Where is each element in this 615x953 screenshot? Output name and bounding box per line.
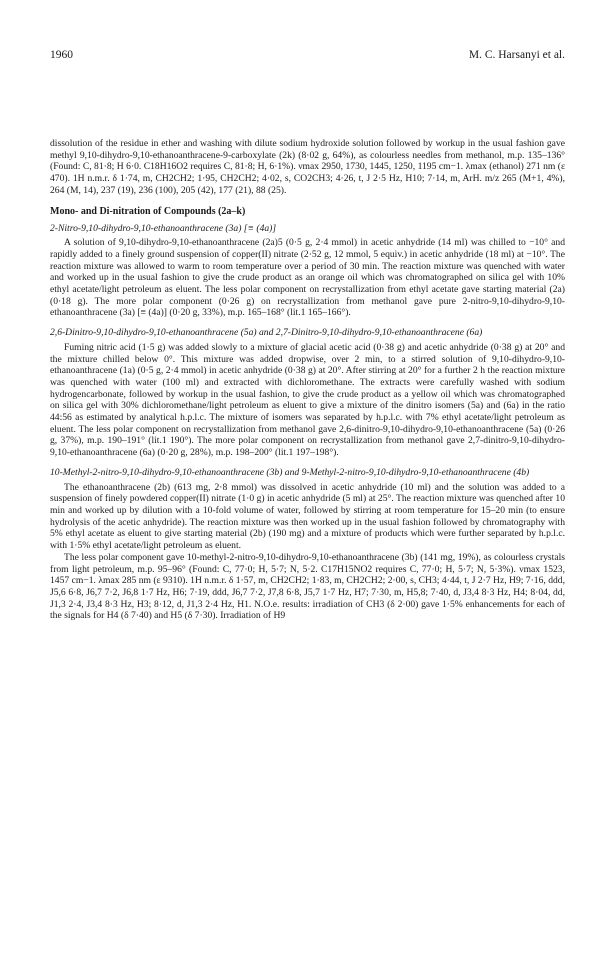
section-heading: Mono- and Di-nitration of Compounds (2a–k) <box>50 205 246 217</box>
compound-heading-3a: 2-Nitro-9,10-dihydro-9,10-ethanoanthracene (3a) [≡ (4a)] <box>50 222 277 234</box>
procedure-paragraph-3b-4b: The ethanoanthracene (2b) (613 mg, 2·8 mmol) was dissolved in acetic anhydride (10 ml) and the solution was added to a suspension of finely powdered copper(II) nitrate (1·0 g) in acetic anhydride (5 ml) at 25°. The reaction mixture was quenched after 10 min and worked up by dilution with a 10-fold volume of water, followed by stirring at room temperature for 15–20 min (to ensure hydrolysis of the acetic anhydride). The reaction mixture was then worked up in the usual fashion followed by chromatography with 5% ethyl acetate as eluent to give starting material (2b) (190 mg) and a mixture of products which were further separated by h.p.l.c. with 1·5% ethyl acetate/light petroleum as eluent. <box>50 481 565 552</box>
page-number: 1960 <box>50 49 73 61</box>
running-author: M. C. Harsanyi et al. <box>468 49 565 61</box>
article-body <box>50 138 565 622</box>
compound-heading-3b-4b: 10-Methyl-2-nitro-9,10-dihydro-9,10-ethanoanthracene (3b) and 9-Methyl-2-nitro-9,10-dihydro-9,10-ethanoanthracene (4b) <box>50 466 530 478</box>
procedure-paragraph-5a-6a: Fuming nitric acid (1·5 g) was added slowly to a mixture of glacial acetic acid (0·38 g) and acetic anhydride (0·38 g) at 20° and the mixture chilled below 0°. This mixture was added dropwise, over 2 min, to a stirred solution of 9,10-dihydro-9,10-ethanoanthracene (1a) (0·5 g, 2·4 mmol) in acetic anhydride (0·38 g) at 20°. After stirring at 20° for a further 2 h the reaction mixture was quenched with water (100 ml) and extracted with dichloromethane. The extracts were carefully washed with sodium hydrogencarbonate, followed by workup in the usual fashion, to give the crude product as a yellow oil which was chromatographed on silica gel with 30% dichloromethane/light petroleum as eluent to give a mixture of the dinitro isomers (5a) and (6a) in the ratio 44:56 as estimated by analytical h.p.l.c. The mixture of isomers was separated by h.p.l.c. with 7% ethyl acetate/light petroleum as eluent. The less polar component on recrystallization from methanol gave 2,6-dinitro-9,10-dihydro-9,10-ethanoanthracene (5a) (0·26 g, 37%), m.p. 190–191° (lit.1 190°). The more polar component on recrystallization from methanol gave 2,7-dinitro-9,10-dihydro-9,10-ethanoanthracene (6a) (0·20 g, 28%), m.p. 198–200° (lit.1 197–198°). <box>50 341 565 459</box>
compound-heading-5a-6a: 2,6-Dinitro-9,10-dihydro-9,10-ethanoanthracene (5a) and 2,7-Dinitro-9,10-dihydro-9,10-ethanoanthracene (6a) <box>50 327 483 339</box>
running-head <box>50 48 565 62</box>
procedure-paragraph-3a: A solution of 9,10-dihydro-9,10-ethanoanthracene (2a)5 (0·5 g, 2·4 mmol) in acetic anhydride (14 ml) was chilled to −10° and rapidly added to a finely ground suspension of copper(II) nitrate (2·52 g, 12 mmol, 5 equiv.) in acetic anhydride (18 ml) at −10°. The reaction mixture was allowed to warm to room temperature over a period of 30 min. The reaction mixture was quenched with water and worked up in the usual fashion to give the crude product as an orange oil which was chromatographed on silica gel with 10% ethyl acetate/light petroleum as eluent. The less polar component on recrystallization from ethyl acetate gave starting material (2a) (0·18 g). The more polar component (0·26 g) on recrystallization from methanol gave pure 2-nitro-9,10-dihydro-9,10-ethanoanthracene (3a) [≡ (4a)] (0·20 g, 33%), m.p. 165–168° (lit.1 165–166°). <box>50 237 565 319</box>
journal-page <box>50 48 565 622</box>
paragraph-continued: dissolution of the residue in ether and washing with dilute sodium hydroxide solution followed by workup in the usual fashion gave methyl 9,10-dihydro-9,10-ethanoanthracene-9-carboxylate (2k) (8·02 g, 64%), as colourless needles from methanol, m.p. 135–136° (Found: C, 81·8; H 6·0. C18H16O2 requires C, 81·8; H, 6·1%). νmax 2950, 1730, 1445, 1250, 1195 cm−1. λmax (ethanol) 271 nm (ε 470). 1H n.m.r. δ 1·74, m, CH2CH2; 1·95, CH2CH2; 4·02, s, CO2CH3; 4·26, t, J 2·5 Hz, H10; 7·14, m, ArH. m/z 265 (M+1, 4%), 264 (M, 14), 237 (19), 236 (100), 205 (42), 177 (21), 88 (25). <box>50 138 565 196</box>
characterization-paragraph-3b: The less polar component gave 10-methyl-2-nitro-9,10-dihydro-9,10-ethanoanthracene (3b) (141 mg, 19%), as colourless crystals from light petroleum, m.p. 95–96° (Found: C, 77·0; H, 5·7; N, 5·2. C17H15NO2 requires C, 77·0; H, 5·7; N, 5·3%). νmax 1523, 1457 cm−1. λmax 285 nm (ε 9310). 1H n.m.r. δ 1·57, m, CH2CH2; 1·83, m, CH2CH2; 2·00, s, CH3; 4·44, t, J 2·7 Hz, H9; 7·16, ddd, J5,6 6·8, J6,7 7·2, J6,8 1·7 Hz, H6; 7·19, ddd, J6,7 7·2, J7,8 6·8, J5,7 1·7 Hz, H7; 7·30, m, H5,8; 7·40, d, J3,4 8·3 Hz, H4; 8·04, dd, J1,3 2·4, J3,4 8·3 Hz, H3; 8·12, d, J1,3 2·4 Hz, H1. N.O.e. results: irradiation of CH3 (δ 2·00) gave 1·5% enhancements for each of the signals for H4 (δ 7·40) and H5 (δ 7·30). Irradiation of H9 <box>50 551 565 622</box>
